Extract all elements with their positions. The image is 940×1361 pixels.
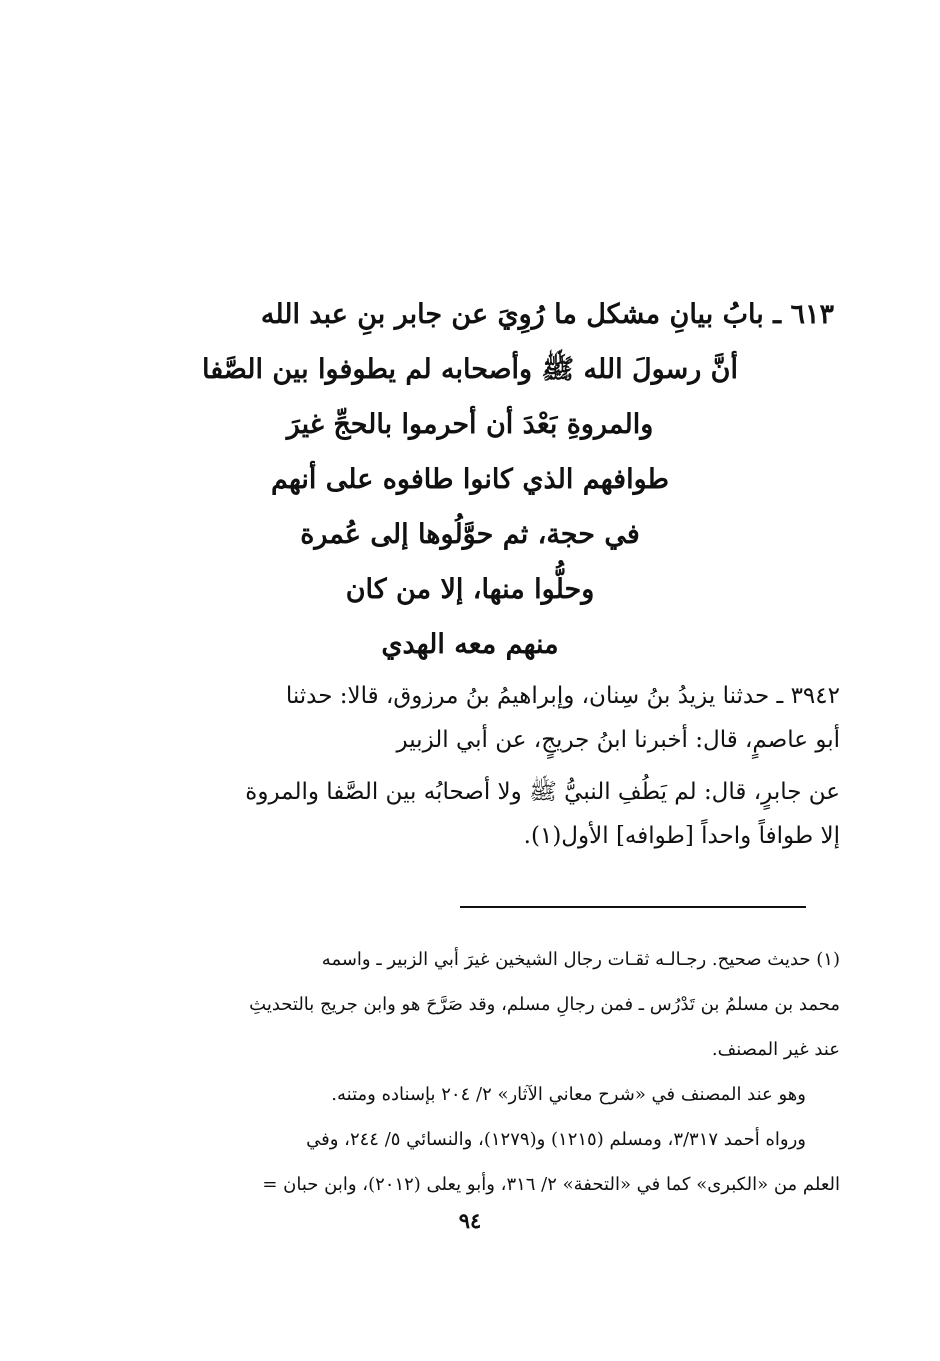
chapter-title-line: في حجة، ثم حوَّلُوها إلى عُمرة (300, 519, 640, 550)
page-number: ٩٤ (458, 1208, 482, 1233)
chapter-title-line: ٦١٣ ـ بابُ بيانِ مشكل ما رُوِيَ عن جابر بنِ عبد الله (260, 299, 834, 330)
footnote-line: (١) حديث صحيح. رجـالـه ثقـات رجال الشيخين غيرَ أبي الزبير ـ واسمه (321, 949, 840, 970)
hadith-matn-line: عن جابرٍ، قال: لم يَطُفِ النبيُّ ﷺ ولا أصحابُه بين الصَّفا والمروة (245, 779, 840, 805)
chapter-title-line: منهم معه الهدي (381, 629, 559, 660)
footnote-line: عند غير المصنف. (711, 1039, 840, 1060)
footnote-line: وهو عند المصنف في «شرح معاني الآثار» ٢/ ٢٠٤ بإسناده ومتنه. (331, 1084, 806, 1105)
footnotes (100, 937, 840, 1207)
hadith-text (100, 674, 840, 858)
chapter-title-line: طوافهم الذي كانوا طافوه على أنهم (270, 464, 670, 495)
chapter-title-line: والمروةِ بَعْدَ أن أحرموا بالحجِّ غيرَ (286, 409, 654, 440)
footnote-separator (460, 906, 806, 908)
footnote-line: محمد بن مسلمُ بن تَدْرُس ـ فمن رجالِ مسلم، وقد صَرَّحَ هو وابن جريج بالتحديثِ (249, 994, 840, 1015)
chapter-heading (100, 287, 840, 672)
hadith-isnad-line: أبو عاصمٍ، قال: أخبرنا ابنُ جريجٍ، عن أبي الزبير (396, 727, 840, 753)
chapter-title-line: أنَّ رسولَ الله ﷺ وأصحابه لم يطوفوا بين الصَّفا (201, 354, 739, 385)
hadith-matn-line: إلا طوافاً واحداً [طوافه] الأول(١). (523, 823, 840, 849)
hadith-isnad-line: ٣٩٤٢ ـ حدثنا يزيدُ بنُ سِنان، وإبراهيمُ بنُ مرزوق، قالا: حدثنا (285, 683, 840, 709)
footnote-line: العلم من «الكبرى» كما في «التحفة» ٢/ ٣١٦، وأبو يعلى (٢٠١٢)، وابن حبان = (262, 1174, 840, 1195)
chapter-title-line: وحلُّوا منها، إلا من كان (345, 574, 595, 605)
footnote-line: ورواه أحمد ٣/٣١٧، ومسلم (١٢١٥) و(١٢٧٩)، والنسائي ٥/ ٢٤٤، وفي (306, 1129, 806, 1150)
